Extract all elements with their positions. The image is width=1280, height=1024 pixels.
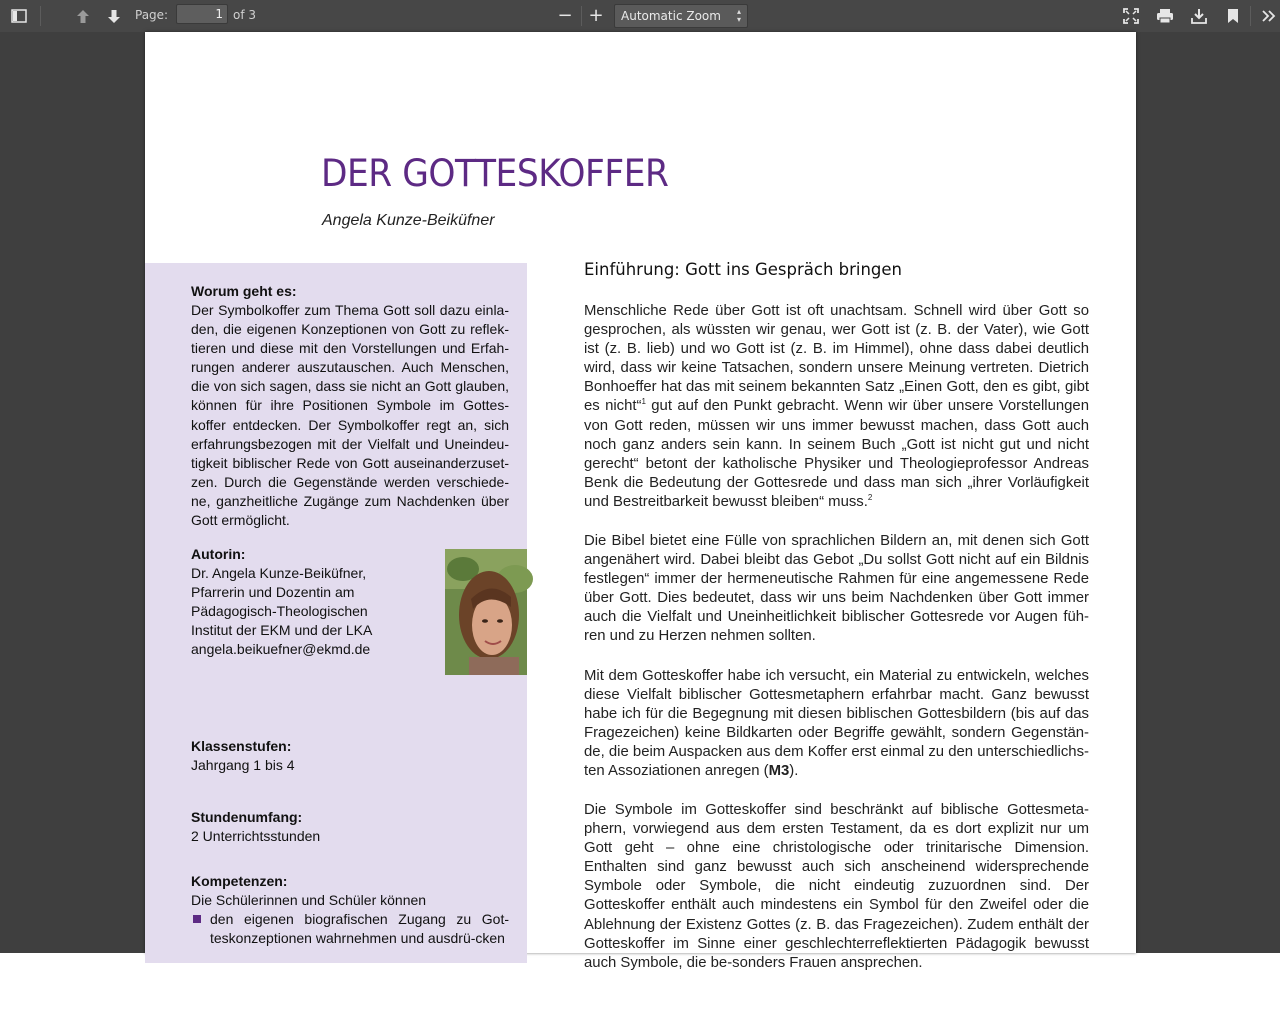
- zoom-select[interactable]: [614, 4, 748, 28]
- presentation-mode-button[interactable]: [1118, 3, 1144, 29]
- bookmark-icon: [1227, 8, 1239, 24]
- arrow-down-icon: [107, 9, 121, 24]
- paragraph-text: Menschliche Rede über Gott ist oft unachtsam. Schnell wird über Gott so gesprochen, als wüssten wir genau, wer Gott ist (z. B. der Vater), wie Gott ist (z. B. lieb) und wo Gott ist (z. B. im Himmel), ohne dass dabei deutlich wird, dass wir keine Tatsachen, sondern unsere Meinung vertreten. Dietrich Bonhoeffer hat das mit seinem bekannten Satz „Einen Gott, den es gibt, gibt es nicht“: [584, 303, 1089, 415]
- next-page-button[interactable]: [101, 3, 127, 29]
- autorin-details: [191, 564, 431, 659]
- previous-page-button[interactable]: [70, 3, 96, 29]
- sidebar-toggle-button[interactable]: [6, 3, 32, 29]
- paragraph: [584, 667, 1089, 782]
- double-chevron-right-icon: [1262, 10, 1276, 22]
- zoom-in-button[interactable]: [583, 3, 609, 29]
- paragraph: Die Bibel bietet eine Fülle von sprachlichen Bildern an, mit denen sich Gott angenähert wird. Dabei bleibt das Gebot „Du sollst Gott nicht auf ein Bildnis festlegen“ immer der hermeneutische Rahmen für eine angemessene Rede über Gott. Dies bedeutet, dass wir uns beim Nachdenken über Gott immer auch die Vielfalt und Uneinheitlichkeit biblischer Gottesrede vor Augen füh-ren und zu Herzen nehmen sollten.: [584, 533, 1089, 645]
- worum-heading: Worum geht es:: [191, 283, 297, 299]
- plus-icon: +: [588, 5, 604, 26]
- zoom-select-value: Automatic Zoom: [621, 9, 721, 23]
- worum-text: Der Symbolkoffer zum Thema Gott soll dazu einla-den, die eigenen Konzeptionen von Gott zu reflek-tieren und diese mit den Vorstellungen und Erfah-rungen anderer auszutauschen. Auch Menschen, die von sich sagen, dass sie nicht an Gott glauben, können für ihre Positionen Symbole im Gottes-koffer entdecken. Der Symbolkoffer regt an, sich erfahrungsbezogen mit der Vielfalt und Uneindeu-tigkeit biblischer Rede von Gott auseinanderzuset-zen. Durch die Gegenstände werden verschiede-ne, ganzheitliche Zugänge zum Nachdenken über Gott ermöglicht.: [191, 302, 509, 529]
- pdf-toolbar: [0, 0, 1280, 32]
- kompetenzen-intro: Die Schülerinnen und Schüler können: [191, 892, 427, 908]
- kompetenz-text: den eigenen biografischen Zugang zu Got-teskonzeptionen wahrnehmen und ausdrü-cken: [210, 911, 509, 947]
- sidebar-toggle-icon: [11, 9, 27, 23]
- autorin-email: angela.beikuefner@ekmd.de: [191, 641, 371, 658]
- bookmark-button[interactable]: [1220, 3, 1246, 29]
- toolbar-separator: [1250, 6, 1251, 26]
- page-label: Page:: [135, 8, 169, 22]
- author-photo: [445, 549, 527, 675]
- info-sidebar: [145, 263, 527, 963]
- toolbar-separator: [581, 6, 582, 26]
- paragraph-text: ).: [789, 763, 799, 780]
- page-count: of 3: [233, 8, 257, 22]
- footnote-marker: 1: [641, 397, 646, 407]
- autorin-line: Institut der EKM und der LKA: [191, 622, 373, 639]
- list-item: [191, 910, 509, 948]
- autorin-line: Pfarrerin und Dozentin am: [191, 584, 355, 601]
- pdf-page: [145, 32, 1136, 971]
- autorin-line: Pädagogisch-Theologischen: [191, 603, 368, 620]
- printer-icon: [1156, 8, 1174, 24]
- page-number-input[interactable]: [176, 4, 228, 24]
- document-title: DER GOTTESKOFFER: [321, 152, 669, 195]
- toolbar-separator: [40, 6, 41, 26]
- paragraph-text: Mit dem Gotteskoffer habe ich versucht, ein Material zu entwickeln, welches diese Vielfalt biblischer Gottesmetaphern erfahrbar macht. Ganz bewusst habe ich für die Begegnung mit diesen biblischen Gottesbildern (bis auf das Fragezeichen) keine Bildkarten oder Begriffe gewählt, sondern Gegenstän-de, die beim Auspacken aus dem Koffer erst einmal zu den unterschiedlichs-ten Assoziationen anregen (: [584, 668, 1089, 780]
- document-viewer[interactable]: [0, 32, 1280, 971]
- arrow-up-icon: [76, 9, 90, 24]
- kompetenzen-heading: Kompetenzen:: [191, 873, 288, 889]
- minus-icon: −: [557, 5, 573, 26]
- stunden-heading: Stundenumfang:: [191, 809, 303, 825]
- stunden-text: 2 Unterrichtsstunden: [191, 828, 321, 844]
- paragraph-text: gut auf den Punkt gebracht. Wenn wir über unsere Vorstellungen von Gott reden, müssen wir uns immer bewusst machen, dass Gott auch noch ganz anders sein kann. In seinem Buch „Gott ist nicht gut und nicht gerecht“ betont der katholische Physiker und Theologieprofessor Andreas Benk die Bedeutung der Gottesrede und dass man sich „ihrer Vorläufigkeit und Bestreitbarkeit bewusst bleiben“ muss.: [584, 398, 1089, 510]
- autorin-line: Dr. Angela Kunze-Beiküfner,: [191, 565, 367, 581]
- section-heading: Einführung: Gott ins Gespräch bringen: [584, 260, 902, 280]
- download-button[interactable]: [1186, 3, 1212, 29]
- download-icon: [1191, 8, 1207, 24]
- paragraph: Die Symbole im Gotteskoffer sind beschränkt auf biblische Gottesmeta-phern, vorwiegend aus dem ersten Testament, da es dort explizit nur um Gott geht – ohne eine christologische oder trinitarische Dimension. Enthalten sind ganz bewusst auch sich anscheinend widersprechende Symbole oder Symbole, die nicht eindeutig zuzuordnen sind. Der Gotteskoffer enthält auch mindestens ein Symbol für den Zweifel oder die Ablehnung der Existenz Gottes (z. B. das Fragezeichen). Zudem enthält der Gotteskoffer im Sinne einer geschlechterreflektierten Pädagogik bewusst auch Symbole, die be-sonders Frauen ansprechen.: [584, 802, 1089, 971]
- select-arrows-icon: ▴ ▾: [736, 7, 741, 24]
- klassen-heading: Klassenstufen:: [191, 738, 292, 754]
- autorin-heading: Autorin:: [191, 546, 246, 562]
- paragraph: [584, 302, 1089, 512]
- material-reference: M3: [768, 763, 790, 780]
- zoom-out-button[interactable]: [552, 3, 578, 29]
- tools-menu-button[interactable]: [1258, 3, 1280, 29]
- bullet-square-icon: [193, 915, 201, 923]
- footnote-marker: 2: [867, 492, 873, 502]
- klassen-text: Jahrgang 1 bis 4: [191, 757, 295, 773]
- fullscreen-icon: [1123, 8, 1139, 24]
- document-author: Angela Kunze-Beiküfner: [322, 212, 495, 229]
- print-button[interactable]: [1152, 3, 1178, 29]
